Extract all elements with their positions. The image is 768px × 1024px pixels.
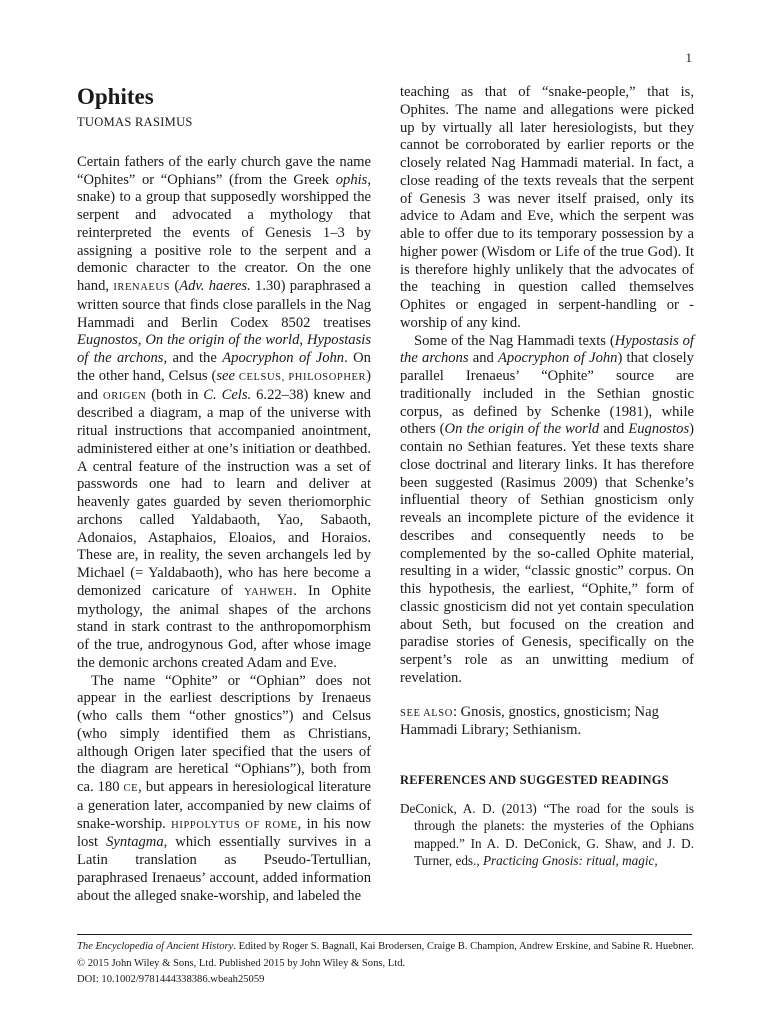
- cross-ref-hippolytus[interactable]: HIPPOLYTUS OF ROME: [171, 819, 298, 831]
- footer-doi[interactable]: DOI: 10.1002/9781444338386.wbeah25059: [77, 974, 265, 985]
- reference-entry: DeConick, A. D. (2013) “The road for the souls is through the planets: the mysteries of the Ophians mapped.” In A. D. DeConick, G. Shaw, and J. D. Turner, eds., Practicing Gnosis: ritual, magic,: [400, 800, 694, 869]
- footer: [77, 939, 698, 989]
- cross-ref-yahweh[interactable]: YAHWEH: [244, 586, 294, 598]
- references-heading: REFERENCES AND SUGGESTED READINGS: [400, 773, 669, 787]
- paragraph-1: Certain fathers of the early church gave the name “Ophites” or “Ophians” (from the Greek ophis, snake) to a group that supposedly worshipped the serpent and advocated a mythology that reinterpreted the events of Genesis 1–3 by assigning a positive role to the serpent and a demonic character to the creator. On the one hand, IRENAEUS (Adv. haeres. 1.30) paraphrased a written source that finds close parallels in the Nag Hammadi and Berlin Codex 8502 treatises Eugnostos, On the origin of the world, Hypostasis of the archons, and the Apocryphon of John. On the other hand, Celsus (see CELSUS, PHILOSOPHER) and ORIGEN (both in C. Cels. 6.22–38) knew and described a diagram, a map of the universe with ritual instructions that accompanied anointment, administered either at one’s initiation or deathbed. A central feature of the instruction was a set of passwords one had to learn and deliver at heavenly gates guarded by seven theriomorphic archons called Yaldabaoth, Yao, Sabaoth, Adonaios, Astaphaios, Eloaios, and Horaios. These are, in reality, the seven archangels led by Michael (= Yaldabaoth), who has here become a demonized caricature of YAHWEH. In Ophite mythology, the animal shapes of the archons stand in stark contrast to the anthropomorphism of the true, androgynous God, after whose image the demonic archons created Adam and Eve.: [77, 153, 372, 671]
- see-also: [400, 704, 694, 741]
- left-column: [77, 84, 371, 905]
- right-column: [400, 84, 694, 870]
- cross-ref-irenaeus[interactable]: IRENAEUS: [113, 282, 171, 293]
- cross-ref-origen[interactable]: ORIGEN: [103, 390, 147, 402]
- paragraph-3: Some of the Nag Hammadi texts (Hypostasis of the archons and Apocryphon of John) that closely parallel Irenaeus’ “Ophite” source are traditionally included in the Sethian gnostic corpus, as defined by Schenke (1981), while others (On the origin of the world and Eugnostos) contain no Sethian features. Yet these texts share close doctrinal and literary links. It has therefore been suggested (Rasimus 2009) that Schenke’s influential theory of Sethian gnosticism only reveals an incomplete picture of the evidence it describes and consequently needs to be complemented by the so-called Ophite material, resulting in a wider, “classic gnostic” corpus. On this hypothesis, the earliest, “Ophite,” form of classic gnosticism did not yet contain speculation about Seth, but focused on the creation and paradise stories of Genesis, specifically on the serpent’s role as an unwitting medium of revelation.: [400, 332, 694, 686]
- article-author: TUOMAS RASIMUS: [77, 115, 193, 129]
- page-number: 1: [685, 50, 692, 65]
- footer-rule: [77, 934, 692, 935]
- footer-citation: The Encyclopedia of Ancient History. Edited by Roger S. Bagnall, Kai Brodersen, Craige B. Champion, Andrew Erskine, and Sabine R. Huebner.: [77, 941, 694, 952]
- paragraph-2: The name “Ophite” or “Ophian” does not appear in the earliest descriptions by Irenaeus (who calls them “other gnostics”) and Celsus (who simply identified them as Christians, although Origen later specified that the users of the diagram are heretical “Ophians”), both from ca. 180 CE, but appears in heresiological literature a generation later, accompanied by new claims of snake-worship. HIPPOLYTUS OF ROME, in his now lost Syntagma, which essentially survives in a Latin translation as Pseudo-Tertullian, paraphrased Irenaeus’ account, added information about the alleged snake-worship, and labeled the: [77, 672, 372, 904]
- see-also-label: SEE ALSO: [400, 707, 453, 719]
- article-title: Ophites: [77, 84, 154, 109]
- cross-ref-celsus[interactable]: CELSUS, PHILOSOPHER: [238, 371, 367, 383]
- see-also-links[interactable]: : Gnosis, gnostics, gnosticism; Nag Hammadi Library; Sethianism.: [400, 703, 659, 739]
- footer-copyright: © 2015 John Wiley & Sons, Ltd. Published 2015 by John Wiley & Sons, Ltd.: [77, 957, 406, 969]
- paragraph-2-continued: teaching as that of “snake-people,” that is, Ophites. The name and allegations were picked up by virtually all later heresiologists, but they cannot be corroborated by earlier reports or the closely related Nag Hammadi material. In fact, a close reading of the texts reveals that the serpent of Genesis 3 was never itself praised, only its advice to Adam and Eve, which the serpent was able to offer due to its temporary possession by a higher power (Wisdom or Life of the true God). It is therefore highly unlikely that the advocates of the teaching in question called themselves Ophites or engaged in serpent-handling or -worship of any kind.: [400, 84, 694, 331]
